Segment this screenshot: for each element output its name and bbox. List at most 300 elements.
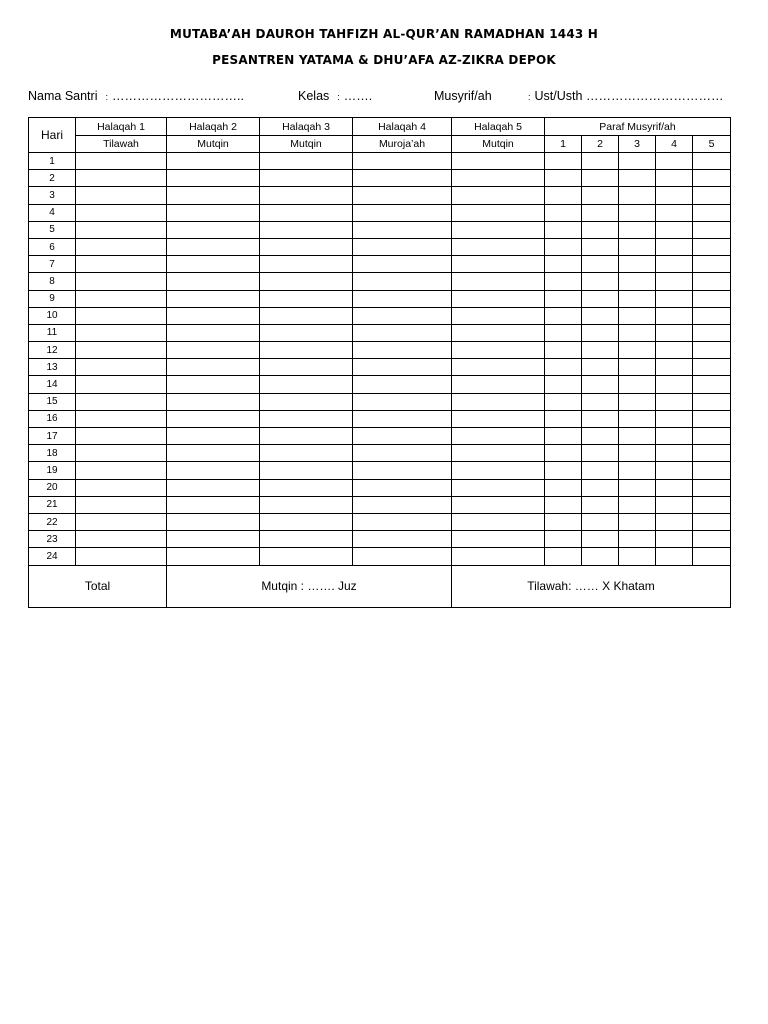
entry-cell[interactable] [167, 462, 260, 479]
mutqin-subheader: Mutqin [167, 136, 260, 153]
entry-cell[interactable] [693, 256, 731, 273]
ust-field [520, 89, 723, 103]
entry-cell[interactable] [693, 531, 731, 548]
entry-cell[interactable] [693, 462, 731, 479]
entry-cell[interactable] [76, 153, 167, 170]
entry-cell[interactable] [656, 445, 693, 462]
halaqah-2-header: Halaqah 2 [167, 118, 260, 136]
entry-cell[interactable] [656, 324, 693, 341]
entry-cell[interactable] [76, 531, 167, 548]
entry-cell[interactable] [167, 256, 260, 273]
entry-cell[interactable] [167, 204, 260, 221]
entry-cell[interactable] [545, 153, 582, 170]
entry-cell[interactable] [353, 393, 452, 410]
entry-cell[interactable] [545, 359, 582, 376]
entry-cell[interactable] [582, 531, 619, 548]
entry-cell[interactable] [353, 445, 452, 462]
entry-cell[interactable] [619, 479, 656, 496]
entry-cell[interactable] [693, 548, 731, 565]
entry-cell[interactable] [260, 256, 353, 273]
entry-cell[interactable] [452, 153, 545, 170]
day-number: 6 [29, 238, 76, 255]
entry-cell[interactable] [260, 513, 353, 530]
entry-cell[interactable] [260, 410, 353, 427]
entry-cell[interactable] [76, 290, 167, 307]
entry-cell[interactable] [76, 359, 167, 376]
halaqah-1-header: Halaqah 1 [76, 118, 167, 136]
entry-cell[interactable] [656, 479, 693, 496]
entry-cell[interactable] [693, 204, 731, 221]
entry-cell[interactable] [545, 170, 582, 187]
entry-cell[interactable] [582, 153, 619, 170]
entry-cell[interactable] [656, 496, 693, 513]
day-row [29, 513, 731, 530]
entry-cell[interactable] [545, 445, 582, 462]
entry-cell[interactable] [353, 496, 452, 513]
entry-cell[interactable] [693, 445, 731, 462]
paraf-number-1: 1 [545, 136, 582, 153]
entry-cell[interactable] [693, 170, 731, 187]
day-row [29, 307, 731, 324]
entry-cell[interactable] [452, 221, 545, 238]
entry-cell[interactable] [693, 376, 731, 393]
entry-cell[interactable] [76, 393, 167, 410]
entry-cell[interactable] [452, 307, 545, 324]
document-title: MUTABA’AH DAUROH TAHFIZH AL-QUR’AN RAMADHAN 1443 H [169, 27, 599, 41]
entry-cell[interactable] [353, 376, 452, 393]
entry-cell[interactable] [656, 428, 693, 445]
entry-cell[interactable] [582, 238, 619, 255]
entry-cell[interactable] [693, 324, 731, 341]
document-subtitle: PESANTREN YATAMA & DHU’AFA AZ-ZIKRA DEPOK [212, 53, 556, 67]
entry-cell[interactable] [582, 256, 619, 273]
day-row [29, 428, 731, 445]
entry-cell[interactable] [452, 290, 545, 307]
entry-cell[interactable] [656, 342, 693, 359]
entry-cell[interactable] [452, 531, 545, 548]
mutqin-subheader: Mutqin [452, 136, 545, 153]
entry-cell[interactable] [619, 445, 656, 462]
entry-cell[interactable] [76, 204, 167, 221]
entry-cell[interactable] [619, 410, 656, 427]
entry-cell[interactable] [656, 273, 693, 290]
entry-cell[interactable] [452, 204, 545, 221]
entry-cell[interactable] [452, 376, 545, 393]
entry-cell[interactable] [582, 376, 619, 393]
entry-cell[interactable] [260, 479, 353, 496]
day-row [29, 187, 731, 204]
entry-cell[interactable] [76, 307, 167, 324]
paraf-number-3: 3 [619, 136, 656, 153]
entry-cell[interactable] [167, 221, 260, 238]
entry-cell[interactable] [656, 531, 693, 548]
entry-cell[interactable] [167, 513, 260, 530]
entry-cell[interactable] [452, 496, 545, 513]
entry-cell[interactable] [619, 170, 656, 187]
entry-cell[interactable] [167, 393, 260, 410]
entry-cell[interactable] [693, 273, 731, 290]
entry-cell[interactable] [167, 410, 260, 427]
entry-cell[interactable] [76, 342, 167, 359]
entry-cell[interactable] [582, 479, 619, 496]
entry-cell[interactable] [353, 187, 452, 204]
entry-cell[interactable] [167, 187, 260, 204]
day-row [29, 531, 731, 548]
entry-cell[interactable] [582, 170, 619, 187]
entry-cell[interactable] [76, 238, 167, 255]
entry-cell[interactable] [452, 513, 545, 530]
entry-cell[interactable] [656, 462, 693, 479]
entry-cell[interactable] [656, 410, 693, 427]
day-row [29, 153, 731, 170]
entry-cell[interactable] [656, 153, 693, 170]
entry-cell[interactable] [353, 531, 452, 548]
entry-cell[interactable] [167, 170, 260, 187]
entry-cell[interactable] [260, 204, 353, 221]
entry-cell[interactable] [167, 307, 260, 324]
entry-cell[interactable] [452, 324, 545, 341]
entry-cell[interactable] [582, 273, 619, 290]
entry-cell[interactable] [167, 445, 260, 462]
day-number: 9 [29, 290, 76, 307]
entry-cell[interactable] [353, 290, 452, 307]
entry-cell[interactable] [619, 290, 656, 307]
entry-cell[interactable] [167, 238, 260, 255]
entry-cell[interactable] [353, 548, 452, 565]
colon: : [337, 92, 340, 102]
day-row [29, 238, 731, 255]
nama-santri-value: ………………………….. [112, 89, 244, 103]
entry-cell[interactable] [452, 462, 545, 479]
entry-cell[interactable] [260, 307, 353, 324]
entry-cell[interactable] [452, 187, 545, 204]
entry-cell[interactable] [656, 256, 693, 273]
entry-cell[interactable] [260, 376, 353, 393]
hari-header: Hari [29, 118, 76, 153]
entry-cell[interactable] [167, 376, 260, 393]
entry-cell[interactable] [619, 256, 656, 273]
entry-cell[interactable] [167, 359, 260, 376]
entry-cell[interactable] [582, 221, 619, 238]
entry-cell[interactable] [167, 290, 260, 307]
day-row [29, 359, 731, 376]
entry-cell[interactable] [167, 342, 260, 359]
entry-cell[interactable] [353, 256, 452, 273]
entry-cell[interactable] [76, 428, 167, 445]
entry-cell[interactable] [260, 428, 353, 445]
entry-cell[interactable] [693, 496, 731, 513]
entry-cell[interactable] [693, 187, 731, 204]
entry-cell[interactable] [656, 393, 693, 410]
entry-cell[interactable] [76, 170, 167, 187]
entry-cell[interactable] [545, 376, 582, 393]
entry-cell[interactable] [656, 359, 693, 376]
entry-cell[interactable] [452, 445, 545, 462]
entry-cell[interactable] [353, 359, 452, 376]
entry-cell[interactable] [545, 307, 582, 324]
total-row [29, 565, 731, 607]
entry-cell[interactable] [76, 376, 167, 393]
entry-cell[interactable] [619, 204, 656, 221]
entry-cell[interactable] [260, 221, 353, 238]
day-number: 24 [29, 548, 76, 565]
entry-cell[interactable] [353, 204, 452, 221]
entry-cell[interactable] [619, 238, 656, 255]
entry-cell[interactable] [353, 410, 452, 427]
day-number: 11 [29, 324, 76, 341]
entry-cell[interactable] [260, 445, 353, 462]
entry-cell[interactable] [656, 376, 693, 393]
entry-cell[interactable] [619, 307, 656, 324]
entry-cell[interactable] [582, 187, 619, 204]
entry-cell[interactable] [76, 256, 167, 273]
entry-cell[interactable] [619, 496, 656, 513]
entry-cell[interactable] [693, 479, 731, 496]
day-number: 5 [29, 221, 76, 238]
entry-cell[interactable] [260, 496, 353, 513]
entry-cell[interactable] [353, 513, 452, 530]
entry-cell[interactable] [545, 324, 582, 341]
entry-cell[interactable] [260, 462, 353, 479]
entry-cell[interactable] [76, 462, 167, 479]
entry-cell[interactable] [693, 238, 731, 255]
day-number: 4 [29, 204, 76, 221]
day-number: 17 [29, 428, 76, 445]
entry-cell[interactable] [167, 428, 260, 445]
entry-cell[interactable] [76, 221, 167, 238]
entry-cell[interactable] [619, 221, 656, 238]
entry-cell[interactable] [582, 359, 619, 376]
day-number: 2 [29, 170, 76, 187]
entry-cell[interactable] [353, 153, 452, 170]
nama-santri-label: Nama Santri [28, 89, 98, 103]
entry-cell[interactable] [452, 410, 545, 427]
entry-cell[interactable] [260, 170, 353, 187]
ust-value: …………………………… [585, 89, 724, 103]
entry-cell[interactable] [693, 359, 731, 376]
entry-cell[interactable] [582, 290, 619, 307]
kelas-field [298, 89, 372, 103]
tilawah-subheader: Tilawah [76, 136, 167, 153]
entry-cell[interactable] [619, 273, 656, 290]
entry-cell[interactable] [693, 307, 731, 324]
entry-cell[interactable] [582, 445, 619, 462]
entry-cell[interactable] [452, 428, 545, 445]
entry-cell[interactable] [353, 324, 452, 341]
entry-cell[interactable] [76, 513, 167, 530]
entry-cell[interactable] [260, 324, 353, 341]
entry-cell[interactable] [619, 187, 656, 204]
entry-cell[interactable] [545, 256, 582, 273]
entry-cell[interactable] [619, 393, 656, 410]
entry-cell[interactable] [353, 170, 452, 187]
mutqin-subheader: Mutqin [260, 136, 353, 153]
entry-cell[interactable] [260, 238, 353, 255]
entry-cell[interactable] [619, 342, 656, 359]
day-row [29, 324, 731, 341]
entry-cell[interactable] [656, 238, 693, 255]
entry-cell[interactable] [353, 428, 452, 445]
entry-cell[interactable] [76, 548, 167, 565]
entry-cell[interactable] [76, 496, 167, 513]
entry-cell[interactable] [619, 548, 656, 565]
kelas-label: Kelas [298, 89, 330, 103]
day-number: 16 [29, 410, 76, 427]
entry-cell[interactable] [545, 428, 582, 445]
entry-cell[interactable] [260, 342, 353, 359]
entry-cell[interactable] [619, 462, 656, 479]
day-number: 12 [29, 342, 76, 359]
day-row [29, 496, 731, 513]
entry-cell[interactable] [167, 531, 260, 548]
entry-cell[interactable] [353, 479, 452, 496]
day-row [29, 445, 731, 462]
entry-cell[interactable] [76, 273, 167, 290]
entry-cell[interactable] [353, 238, 452, 255]
entry-cell[interactable] [582, 307, 619, 324]
paraf-musyrif-header: Paraf Musyrif/ah [545, 118, 731, 136]
entry-cell[interactable] [582, 496, 619, 513]
musyrif-field [434, 89, 492, 103]
entry-cell[interactable] [260, 290, 353, 307]
entry-cell[interactable] [693, 221, 731, 238]
entry-cell[interactable] [656, 307, 693, 324]
day-number: 10 [29, 307, 76, 324]
entry-cell[interactable] [693, 428, 731, 445]
entry-cell[interactable] [353, 307, 452, 324]
entry-cell[interactable] [353, 342, 452, 359]
day-row [29, 548, 731, 565]
entry-cell[interactable] [260, 548, 353, 565]
day-number: 22 [29, 513, 76, 530]
header-row-halaqah [29, 118, 731, 136]
entry-cell[interactable] [260, 393, 353, 410]
murojaah-subheader: Muroja’ah [353, 136, 452, 153]
entry-cell[interactable] [452, 359, 545, 376]
entry-cell[interactable] [582, 204, 619, 221]
entry-cell[interactable] [76, 479, 167, 496]
day-number: 1 [29, 153, 76, 170]
day-row [29, 273, 731, 290]
entry-cell[interactable] [452, 170, 545, 187]
entry-cell[interactable] [353, 273, 452, 290]
entry-cell[interactable] [545, 513, 582, 530]
entry-cell[interactable] [545, 273, 582, 290]
total-tilawah: Tilawah: …… X Khatam [452, 565, 731, 607]
entry-cell[interactable] [76, 187, 167, 204]
entry-cell[interactable] [619, 531, 656, 548]
entry-cell[interactable] [452, 548, 545, 565]
entry-cell[interactable] [656, 204, 693, 221]
entry-cell[interactable] [656, 290, 693, 307]
entry-cell[interactable] [452, 479, 545, 496]
entry-cell[interactable] [693, 290, 731, 307]
entry-cell[interactable] [582, 428, 619, 445]
day-row [29, 462, 731, 479]
entry-cell[interactable] [167, 273, 260, 290]
entry-cell[interactable] [582, 410, 619, 427]
entry-cell[interactable] [76, 410, 167, 427]
entry-cell[interactable] [619, 324, 656, 341]
entry-cell[interactable] [76, 445, 167, 462]
entry-cell[interactable] [582, 324, 619, 341]
entry-cell[interactable] [693, 393, 731, 410]
entry-cell[interactable] [582, 342, 619, 359]
entry-cell[interactable] [260, 531, 353, 548]
entry-cell[interactable] [693, 513, 731, 530]
entry-cell[interactable] [693, 410, 731, 427]
entry-cell[interactable] [452, 342, 545, 359]
entry-cell[interactable] [545, 221, 582, 238]
entry-cell[interactable] [260, 153, 353, 170]
entry-cell[interactable] [545, 410, 582, 427]
entry-cell[interactable] [545, 462, 582, 479]
entry-cell[interactable] [167, 496, 260, 513]
entry-cell[interactable] [545, 393, 582, 410]
entry-cell[interactable] [353, 221, 452, 238]
entry-cell[interactable] [260, 273, 353, 290]
entry-cell[interactable] [693, 153, 731, 170]
entry-cell[interactable] [545, 342, 582, 359]
entry-cell[interactable] [76, 324, 167, 341]
entry-cell[interactable] [452, 256, 545, 273]
day-number: 18 [29, 445, 76, 462]
entry-cell[interactable] [545, 496, 582, 513]
entry-cell[interactable] [656, 187, 693, 204]
entry-cell[interactable] [545, 548, 582, 565]
entry-cell[interactable] [619, 428, 656, 445]
entry-cell[interactable] [260, 359, 353, 376]
entry-cell[interactable] [619, 376, 656, 393]
entry-cell[interactable] [693, 342, 731, 359]
entry-cell[interactable] [656, 221, 693, 238]
halaqah-5-header: Halaqah 5 [452, 118, 545, 136]
entry-cell[interactable] [656, 548, 693, 565]
day-number: 15 [29, 393, 76, 410]
ust-label: Ust/Usth [534, 89, 583, 103]
entry-cell[interactable] [167, 548, 260, 565]
entry-cell[interactable] [582, 548, 619, 565]
entry-cell[interactable] [619, 359, 656, 376]
entry-cell[interactable] [452, 393, 545, 410]
entry-cell[interactable] [656, 170, 693, 187]
entry-cell[interactable] [619, 513, 656, 530]
entry-cell[interactable] [582, 513, 619, 530]
day-row [29, 342, 731, 359]
nama-santri-field [28, 89, 244, 103]
entry-cell[interactable] [656, 513, 693, 530]
entry-cell[interactable] [545, 479, 582, 496]
entry-cell[interactable] [353, 462, 452, 479]
entry-cell[interactable] [167, 153, 260, 170]
entry-cell[interactable] [582, 393, 619, 410]
entry-cell[interactable] [452, 238, 545, 255]
entry-cell[interactable] [545, 531, 582, 548]
entry-cell[interactable] [545, 204, 582, 221]
entry-cell[interactable] [452, 273, 545, 290]
entry-cell[interactable] [167, 479, 260, 496]
entry-cell[interactable] [260, 187, 353, 204]
day-number: 14 [29, 376, 76, 393]
day-row [29, 256, 731, 273]
halaqah-4-header: Halaqah 4 [353, 118, 452, 136]
entry-cell[interactable] [619, 153, 656, 170]
entry-cell[interactable] [545, 290, 582, 307]
entry-cell[interactable] [582, 462, 619, 479]
entry-cell[interactable] [167, 324, 260, 341]
entry-cell[interactable] [545, 238, 582, 255]
entry-cell[interactable] [545, 187, 582, 204]
